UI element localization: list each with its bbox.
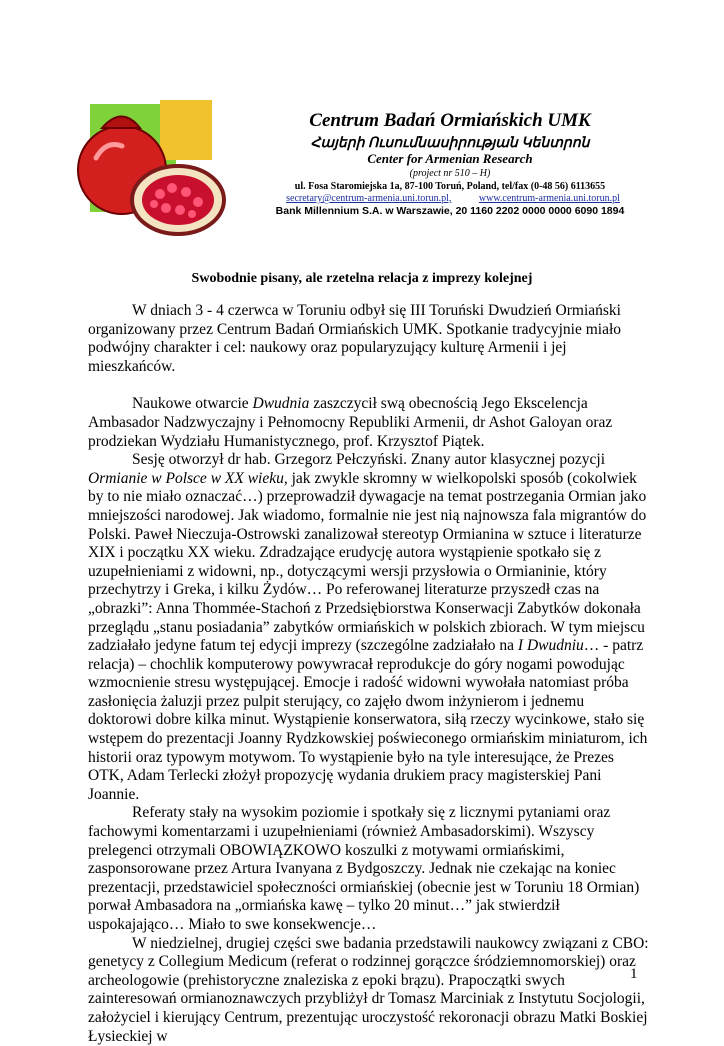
project-number: (project nr 510 – H) — [409, 168, 491, 179]
document-body — [88, 302, 650, 1046]
website-link[interactable]: www.centrum-armenia.uni.torun.pl — [478, 193, 620, 204]
document-subject: Swobodnie pisany, ale rzetelna relacja z imprezy kolejnej — [191, 271, 533, 286]
email-link[interactable]: secretary@centrum-armenia.uni.torun.pl, — [286, 193, 452, 204]
paragraph: W dniach 3 - 4 czerwca w Toruniu odbył się III Toruński Dwudzień Ormiański organizowany przez Centrum Badań Ormiańskich UMK. Spotkanie tradycyjnie miało podwójny charakter i cel: naukowy oraz popularyzujący kulturę Armenii i jej mieszkańców. — [88, 302, 622, 375]
logo-yellow-square — [160, 100, 212, 160]
pomegranate-logo — [62, 100, 230, 240]
bank-account: Bank Millennium S.A. w Warszawie, 20 1160 2202 0000 0000 6090 1894 — [275, 205, 625, 217]
paragraph: W niedzielnej, drugiej części swe badania przedstawili naukowcy związani z CBO: genetycy z Collegium Medicum (referat o rodzinnej gorączce śródziemnomorskiej) oraz archeologowie (prehistoryczne znaleziska z epoki brązu). Prapoczątki swych zainteresowań ormianoznawczych przybliżył dr Tomasz Marciniak z Instytutu Socjologii, założyciel i kierujący Centrum, prezentując uroczystość rekoronacji obrazu Matki Boskiej Łysieckiej w — [88, 934, 649, 1045]
paragraph: Referaty stały na wysokim poziomie i spotkały się z licznymi pytaniami oraz fachowymi komentarzami i uzupełnieniami (również Ambasadorskimi). Wszyscy prelegenci otrzymali OBOWIĄZKOWO koszulki z motywami ormiańskimi, zasponsorowane przez Artura Ivanyana z Bydgoszczy. Jednak nie czekając na koniec prezentacji, przedstawiciel społeczności ormiańskiej (obecnie jest w Toruniu 18 Ormian) porwał Ambasadora na „ormiańska kawę – tylko 20 minut…” jak stwierdził uspokajająco… Miało to swe konsekwencje… — [88, 804, 640, 933]
paragraph: Sesję otworzył dr hab. Grzegorz Pełczyński. Znany autor klasycznej pozycji Ormianie w Polsce w XX wieku, jak zwykle skromny w wielkopolski sposób (cokolwiek by to nie miało oznaczać…) przeprowadził dywagacje na temat postrzegania Ormian jako mniejszości narodowej. Jak wiadomo, formalnie nie jest nią najnowsza fala migrantów do Polski. Paweł Nieczuja-Ostrowski zanalizował stereotyp Ormianina w sztuce i literaturze XIX i początku XX wieku. Zdradzające erudycję autora wystąpienie spotkało się z uzupełnieniami z widowni, np., dotyczącymi wersji przysłowia o Ormianinie, który przechytrzy i Greka, i kilku Żydów… Po referowanej literaturze przyszedł czas na „obrazki”: Anna Thommée-Stachoń z Przedsiębiorstwa Konserwacji Zabytków dokonała przeglądu „stanu posiadania” zabytków ormiańskich w polskich zbiorach. W tym miejscu zadziałało jedyne fatum tej edycji imprezy (szczególne zadziałało na I Dwudniu… - patrz relacja) – chochlik komputerowy powywracał reprodukcje do góry nogami powodując wzmocnienie stresu występującej. Emocje i radość widowni wywołała natomiast próba zasłonięcia żaluzji przez pulpit sterujący, co zajęło dwom inżynierom i jednemu doktorowi dobre kilka minut. Wystąpienie konserwatora, siłą rzeczy wycinkowe, stało się wstępem do prezentacji Joanny Rydzkowskiej poświeconego ormiańskim miniaturom, ich historii oraz typowym motywom. To wystąpienie było na tyle interesujące, że Prezes OTK, Adam Terlecki złożył propozycję wydania drukiem pracy magisterskiej Pani Joannie. — [88, 451, 648, 803]
english-title: Center for Armenian Research — [367, 151, 533, 166]
institution-title: Centrum Badań Ormiańskich UMK — [309, 110, 591, 131]
armenian-title: Հայերի Ուսումնասիրության Կենտրոն — [310, 136, 590, 151]
address-line: ul. Fosa Staromiejska 1a, 87-100 Toruń, Poland, tel/fax (0-48 56) 6113655 — [294, 181, 606, 192]
contact-links — [228, 193, 678, 204]
page-number: 1 — [630, 966, 638, 982]
paragraph: Naukowe otwarcie Dwudnia zaszczycił swą obecnością Jego Ekscelencja Ambasador Nadzwyczajny i Pełnomocny Republiki Armenii, dr Ashot Galoyan oraz prodziekan Wydziału Humanistycznego, prof. Krzysztof Piątek. — [88, 395, 613, 450]
